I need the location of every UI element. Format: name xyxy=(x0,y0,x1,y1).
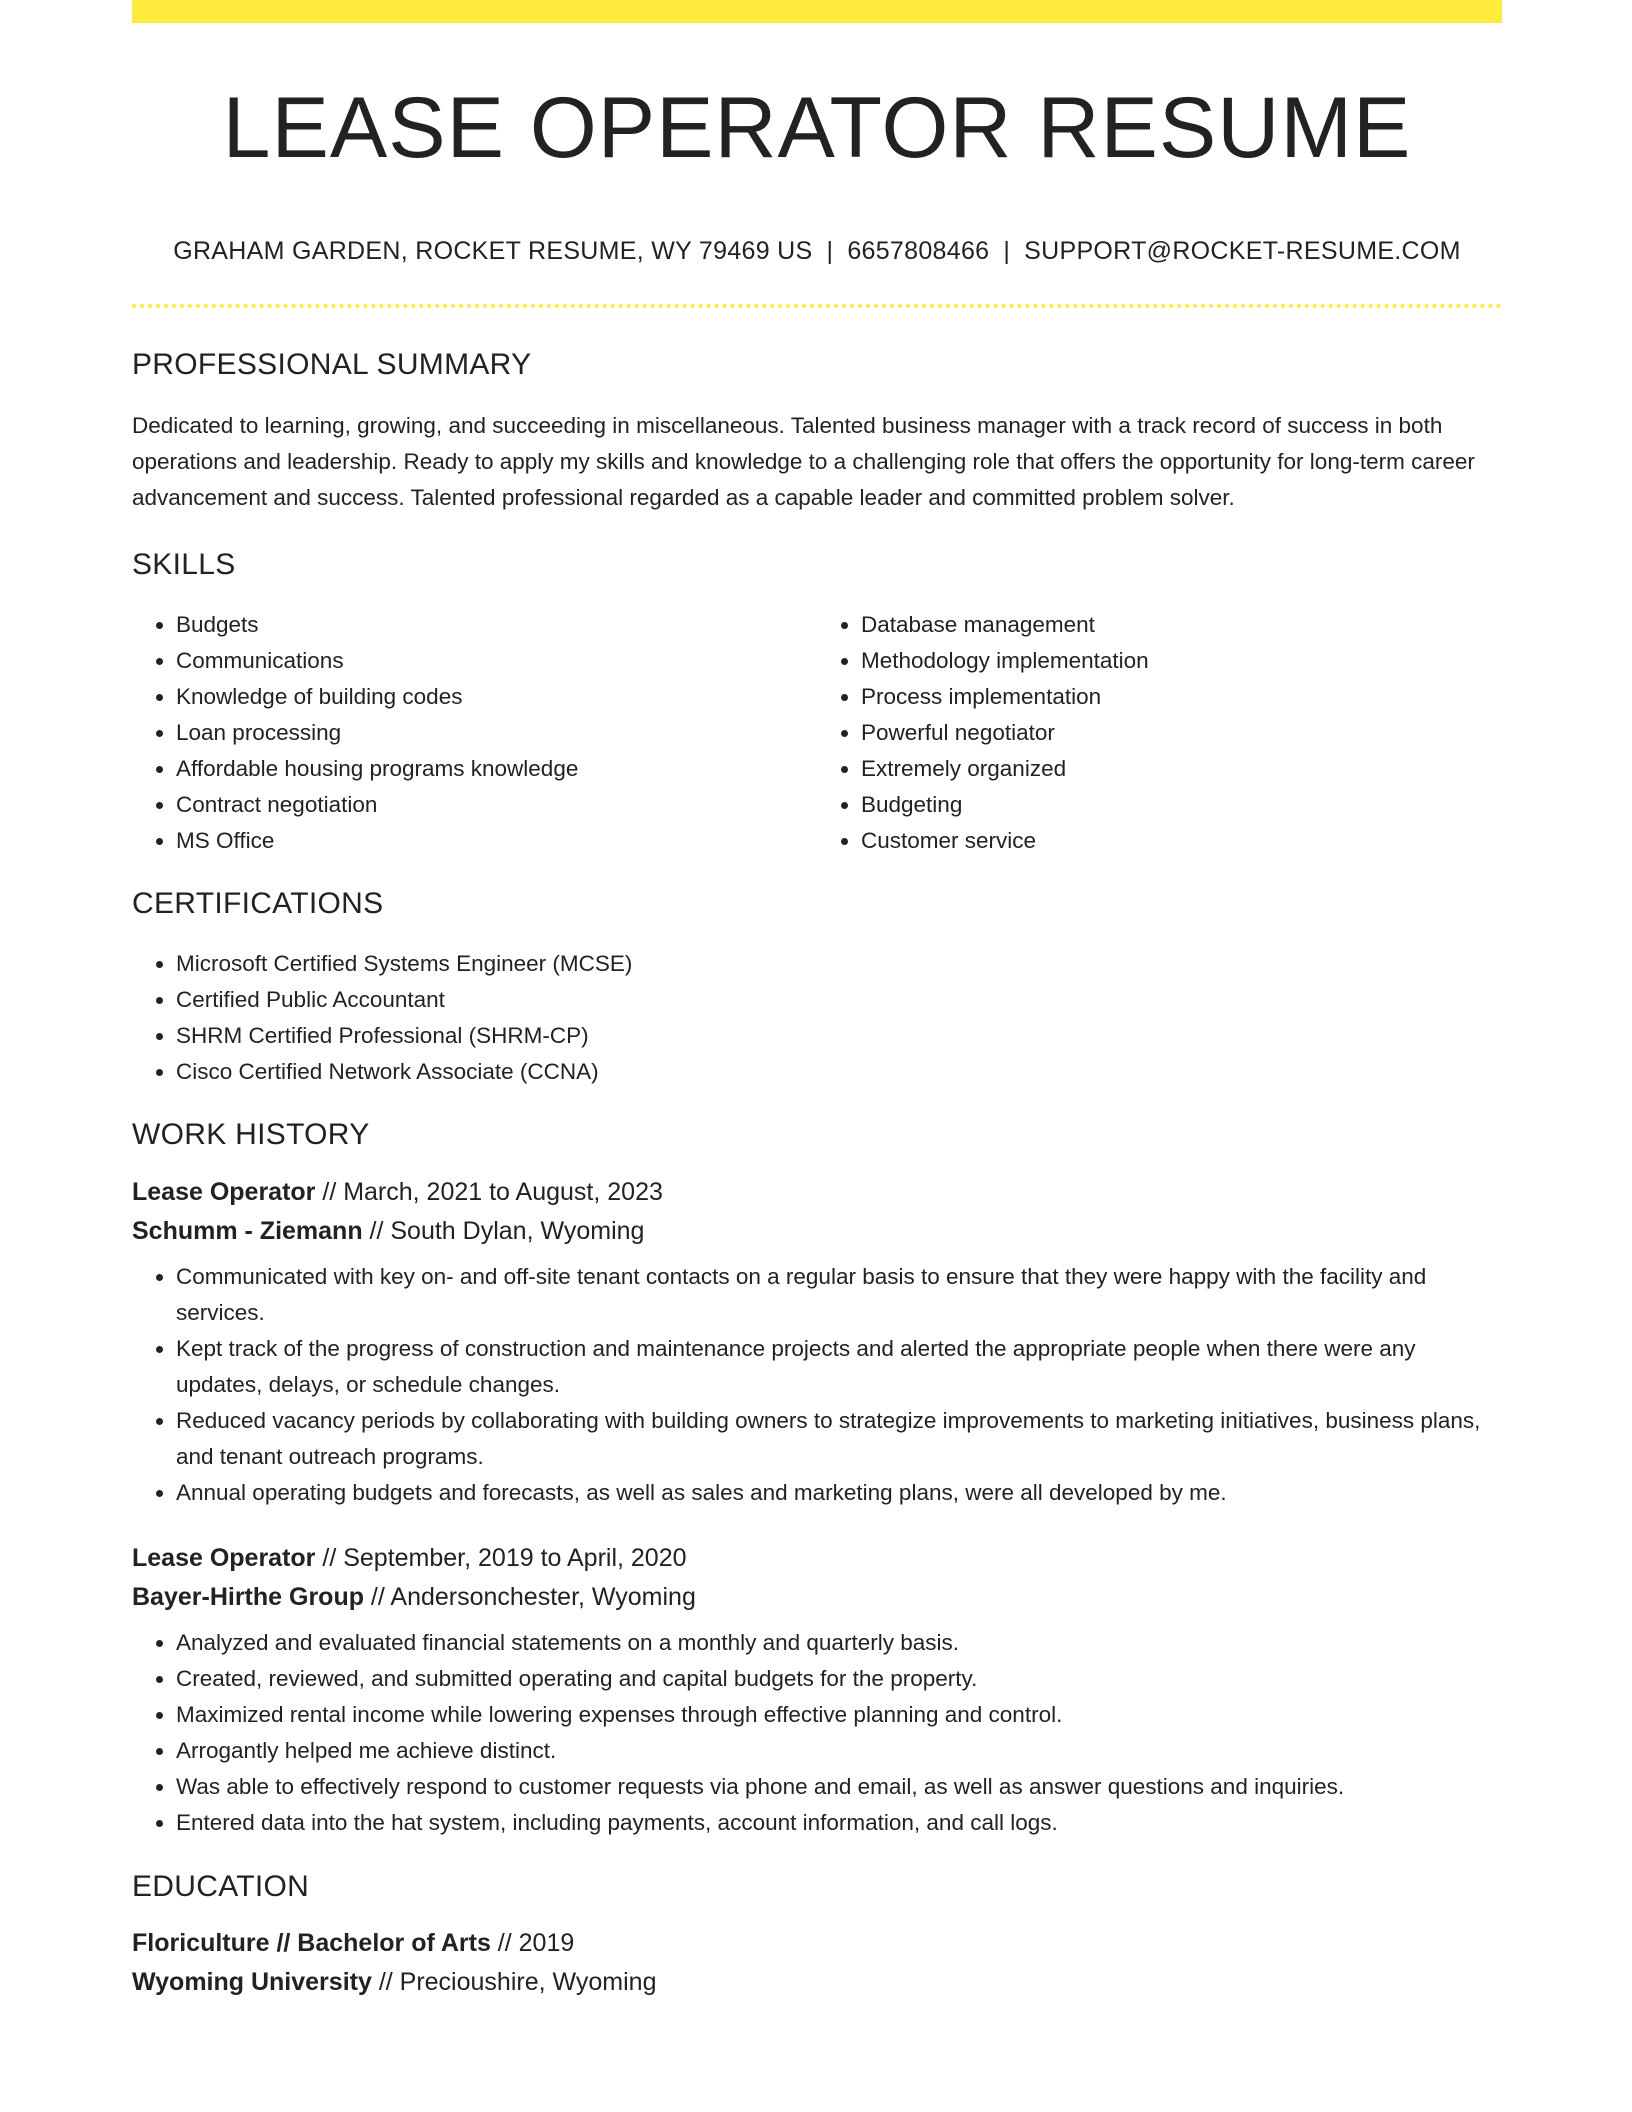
list-item: • MS Office xyxy=(176,823,817,859)
education-degree: Floriculture // Bachelor of Arts xyxy=(132,1929,491,1957)
education-year: // 2019 xyxy=(490,1929,575,1957)
job-bullets xyxy=(132,1625,1502,1841)
certifications-list xyxy=(132,946,1502,1090)
list-item: • Affordable housing programs knowledge xyxy=(176,751,817,787)
list-item: • Arrogantly helped me achieve distinct. xyxy=(176,1733,1502,1769)
job-title-line xyxy=(132,1173,1502,1212)
list-item: • Microsoft Certified Systems Engineer (MCSE) xyxy=(176,946,1502,982)
job-company-line xyxy=(132,1578,1502,1617)
job-title: Lease Operator xyxy=(132,1544,316,1572)
skills-list-right xyxy=(817,607,1502,859)
list-item: • Cisco Certified Network Associate (CCNA) xyxy=(176,1054,1502,1090)
education-degree-line xyxy=(132,1924,1502,1963)
list-item: • Entered data into the hat system, including payments, account information, and call logs. xyxy=(176,1805,1502,1841)
list-item: • Communicated with key on- and off-site tenant contacts on a regular basis to ensure that they were happy with the facility and services. xyxy=(176,1259,1502,1331)
accent-top-bar xyxy=(132,0,1502,23)
skills-section xyxy=(132,548,1502,859)
dotted-divider xyxy=(132,304,1502,308)
work-history-section xyxy=(132,1118,1502,1841)
list-item: • Certified Public Accountant xyxy=(176,982,1502,1018)
list-item: • Budgeting xyxy=(861,787,1502,823)
education-location: // Precioushire, Wyoming xyxy=(371,1968,657,1996)
list-item: • Kept track of the progress of construction and maintenance projects and alerted the appropriate people when there were any updates, delays, or schedule changes. xyxy=(176,1331,1502,1403)
contact-line xyxy=(132,237,1502,266)
summary-section xyxy=(132,348,1502,516)
contact-separator: | xyxy=(826,237,834,265)
list-item: • Database management xyxy=(861,607,1502,643)
list-item: • Communications xyxy=(176,643,817,679)
job-title-line xyxy=(132,1539,1502,1578)
list-item: • Contract negotiation xyxy=(176,787,817,823)
list-item: • Process implementation xyxy=(861,679,1502,715)
list-item: • Created, reviewed, and submitted operating and capital budgets for the property. xyxy=(176,1661,1502,1697)
summary-text: Dedicated to learning, growing, and succeeding in miscellaneous. Talented business manager with a track record of success in both operations and leadership. Ready to apply my skills and knowledge to a challenging role that offers the opportunity for long-term career advancement and success. Talented professional regarded as a capable leader and committed problem solver. xyxy=(132,413,1475,510)
education-section xyxy=(132,1870,1502,2002)
list-item: • Loan processing xyxy=(176,715,817,751)
list-item: • SHRM Certified Professional (SHRM-CP) xyxy=(176,1018,1502,1054)
job-company: Bayer-Hirthe Group xyxy=(132,1583,364,1611)
skills-heading: SKILLS xyxy=(132,548,236,581)
education-heading: EDUCATION xyxy=(132,1870,310,1903)
work-history-heading: WORK HISTORY xyxy=(132,1118,370,1151)
list-item: • Maximized rental income while lowering expenses through effective planning and control. xyxy=(176,1697,1502,1733)
job-entry xyxy=(132,1173,1502,1511)
job-location: // Andersonchester, Wyoming xyxy=(363,1583,696,1611)
job-title: Lease Operator xyxy=(132,1178,316,1206)
job-dates: // March, 2021 to August, 2023 xyxy=(315,1178,663,1206)
job-entry xyxy=(132,1539,1502,1841)
resume-page xyxy=(130,0,1502,2002)
contact-email: SUPPORT@ROCKET-RESUME.COM xyxy=(1024,237,1461,265)
job-company: Schumm - Ziemann xyxy=(132,1217,363,1245)
certifications-section xyxy=(132,887,1502,1090)
list-item: • Was able to effectively respond to customer requests via phone and email, as well as answer questions and inquiries. xyxy=(176,1769,1502,1805)
education-school-line xyxy=(132,1963,1502,2002)
list-item: • Budgets xyxy=(176,607,817,643)
list-item: • Extremely organized xyxy=(861,751,1502,787)
education-school: Wyoming University xyxy=(132,1968,372,1996)
summary-heading: PROFESSIONAL SUMMARY xyxy=(132,348,532,381)
skills-columns xyxy=(132,607,1502,859)
list-item: • Analyzed and evaluated financial statements on a monthly and quarterly basis. xyxy=(176,1625,1502,1661)
contact-phone: 6657808466 xyxy=(847,237,990,265)
contact-address: GRAHAM GARDEN, ROCKET RESUME, WY 79469 US xyxy=(173,237,813,265)
list-item: • Annual operating budgets and forecasts, as well as sales and marketing plans, were all developed by me. xyxy=(176,1475,1502,1511)
job-dates: // September, 2019 to April, 2020 xyxy=(315,1544,687,1572)
resume-title: LEASE OPERATOR RESUME xyxy=(222,80,1412,176)
job-company-line xyxy=(132,1212,1502,1251)
job-bullets xyxy=(132,1259,1502,1511)
list-item: • Knowledge of building codes xyxy=(176,679,817,715)
skills-list-left xyxy=(132,607,817,859)
list-item: • Customer service xyxy=(861,823,1502,859)
certifications-heading: CERTIFICATIONS xyxy=(132,887,384,920)
list-item: • Reduced vacancy periods by collaborating with building owners to strategize improvements to marketing initiatives, business plans, and tenant outreach programs. xyxy=(176,1403,1502,1475)
list-item: • Methodology implementation xyxy=(861,643,1502,679)
list-item: • Powerful negotiator xyxy=(861,715,1502,751)
contact-separator: | xyxy=(1003,237,1011,265)
job-location: // South Dylan, Wyoming xyxy=(362,1217,645,1245)
